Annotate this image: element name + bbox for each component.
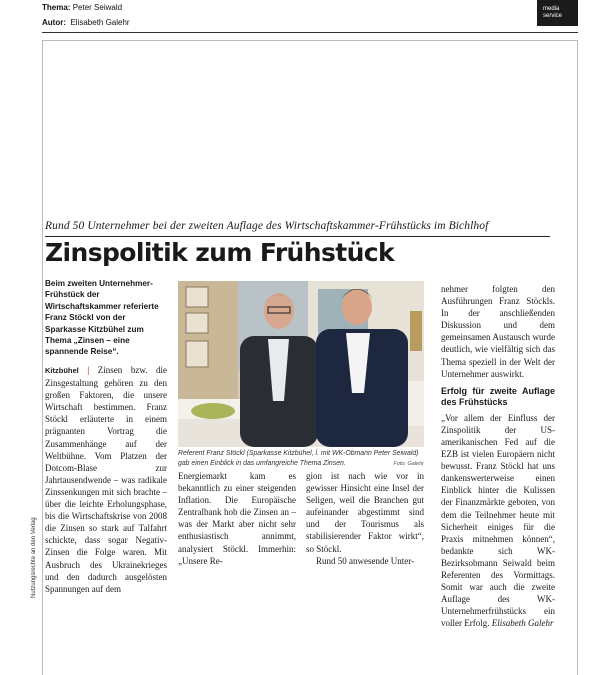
media-service-badge [537,0,578,26]
column-4 [441,283,555,629]
column-2-text: Energiemarkt kam es bekanntlich zu einer steigenden Inflation. Die Europäische Zentralbank hob die Zinsen an – was der Markt aber nicht sehr enthusiastisch annimmt, analysiert Stöckl. Immerhin: „Unsere Re- [178,471,296,566]
column-3-text-2: Rund 50 anwesende Unter- [316,555,415,566]
photo-caption [178,449,424,469]
header-divider [42,32,578,33]
article-headline: Zinspolitik zum Frühstück [45,238,395,267]
badge-line1: media [543,6,560,12]
column-3 [306,470,424,567]
column-4-text-2: „Vor allem der Einfluss der Zinspolitik der US-amerikanischen Fed auf die EZB ist vielen Europäern nicht bewusst. Franz Stöckl hat uns dankenswerterweise einen Einblick hinter die Kulissen der Finanzmärkte geboten, von dem die Teilnehmer heute mit Sicherheit einiges für die Praxis mitnehmen können“, bedankte sich WK-Bezirksobmann Seiwald beim Referenten des Vormittags. Somit war auch die zweite Auflage des WK-Unternehmerfrühstücks ein voller Erfolg. [441,412,555,629]
autor-value: Elisabeth Galehr [70,18,130,27]
article-photo [178,281,424,447]
column-2 [178,470,296,567]
dateline: Kitzbühel [45,366,79,375]
article-signature: Elisabeth Galehr [491,618,554,629]
kicker-divider [45,236,550,237]
autor-label: Autor: [42,18,66,27]
side-rights-text: Nutzungsrechte an den Verlag [31,517,37,598]
column-4-text: nehmer folgten den Ausführungen Franz Stöckls. In der anschließenden Diskussion und dem gemeinsamen Austausch wurde deutlich, wie vielfältig sich das Thema speziell in der Welt der Unternehmer auswirkt. [441,284,555,379]
dateline-separator: | [87,365,90,375]
article-kicker: Rund 50 Unternehmer bei der zweiten Auflage des Wirtschaftskammer-Frühstücks im Bichlhof [45,220,489,232]
badge-line2: service [543,13,563,19]
thema-label: Thema: [42,3,71,12]
meta-thema [42,3,122,12]
caption-text: Referent Franz Stöckl (Sparkasse Kitzbühel, l. mit WK-Obmann Peter Seiwald) gab einen Einblick in das umfangreiche Thema Zinsen. [178,450,419,467]
article-lead: Beim zweiten Unternehmer-Frühstück der Wirtschaftskammer referierte Franz Stöckl von der Sparkasse Kitzbühel zum Thema „Zinsen – eine spannende Reise“. [45,279,159,357]
meta-autor [42,18,130,27]
column-3-text: gion ist nach wie vor in gewisser Hinsicht eine Insel der Seligen, weil die Branchen gut aufeinander abgestimmt sind und der Tourismus als stabilisierender Faktor wirkt“, so Stöckl. [306,471,424,554]
column-1-text: Zinsen bzw. die Zinsgestaltung gehören zu den großen Faktoren, die unsere Wirtschaft bestimmen. Franz Stöckl erläuterte in einem prägnanten Vortrag die Zusammenhänge auf der Weltbühne. Vom Platzen der Dotcom-Blase zur Jahrtausendwende – was radikale Zinssenkungen mit sich brachte – über die leichte Erholungsphase, bis die Wirtschaftskrise von 2008 die Zinsen so stark auf Talfahrt schickte, dass sogar Negativ-Zinsen die Folge waren. Mit Ausbruch des Ukrainekrieges und den dadurch ausgelösten Spannungen auf dem [45,365,168,594]
photo-illustration [178,281,424,447]
thema-value: Peter Seiwald [72,3,123,12]
photo-credit: Foto: Galehr [393,461,424,467]
column-1 [45,364,167,595]
article-subhead: Erfolg für zweite Auflage des Frühstücks [441,385,555,407]
